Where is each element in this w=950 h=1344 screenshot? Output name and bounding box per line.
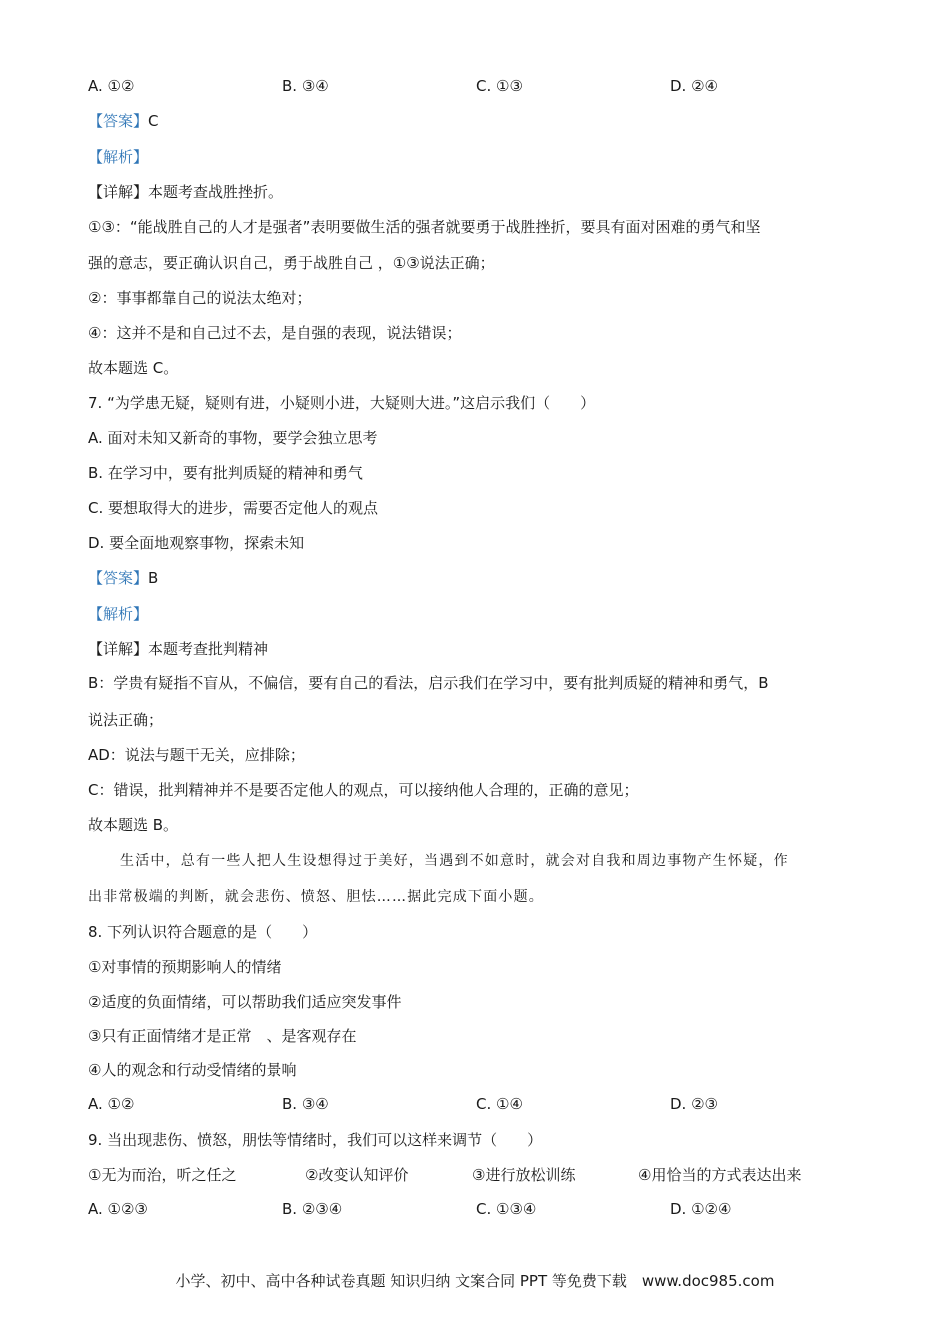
answer-tag: 【答案】 xyxy=(88,112,149,130)
q7-option-d: D. 要全面地观察事物，探索未知 xyxy=(88,534,305,552)
q8-stem: 8. 下列认识符合题意的是（ ） xyxy=(88,923,318,941)
q8-option-c: C. ①④ xyxy=(476,1095,523,1113)
q7-option-a: A. 面对未知又新奇的事物，要学会独立思考 xyxy=(88,429,378,447)
q6-explanation-line: ②：事事都靠自己的说法太绝对； xyxy=(88,289,312,307)
q7-explanation-line: AD：说法与题干无关，应排除； xyxy=(88,746,305,764)
q7-answer-row xyxy=(88,568,158,588)
q9-option-d: D. ①②④ xyxy=(670,1200,732,1218)
q8-item: ①对事情的预期影响人的情绪 xyxy=(88,958,282,976)
q6-explanation-line: 强的意志，要正确认识自己，勇于战胜自己 ，①③说法正确； xyxy=(88,254,495,272)
q9-option-c: C. ①③④ xyxy=(476,1200,537,1218)
page-footer: 小学、初中、高中各种试卷真题 知识归纳 文案合同 PPT 等免费下载 www.doc985.com xyxy=(175,1272,775,1290)
q9-item: ①无为而治，听之任之 xyxy=(88,1166,237,1184)
q8-option-b: B. ③④ xyxy=(282,1095,329,1113)
q6-answer-row xyxy=(88,111,159,131)
q7-option-b: B. 在学习中，要有批判质疑的精神和勇气 xyxy=(88,464,363,482)
q9-item: ②改变认知评价 xyxy=(305,1166,409,1184)
q6-explanation-line: ④：这并不是和自己过不去，是自强的表现，说法错误； xyxy=(88,324,462,342)
q7-explanation-line: B：学贵有疑指不盲从，不偏信，要有自己的看法，启示我们在学习中，要有批判质疑的精神和勇气，B xyxy=(88,674,769,692)
q6-analysis-tag: 【解析】 xyxy=(88,148,149,166)
q6-option-a: A. ①② xyxy=(88,77,135,95)
q6-answer: C xyxy=(148,112,159,130)
answer-tag: 【答案】 xyxy=(88,569,149,587)
passage-line: 出非常极端的判断，就会悲伤、愤怒、胆怯……据此完成下面小题。 xyxy=(88,889,544,905)
q7-explanation-line: 故本题选 B。 xyxy=(88,816,179,834)
q7-explanation-line: C：错误，批判精神并不是要否定他人的观点，可以接纳他人合理的，正确的意见； xyxy=(88,781,639,799)
q7-option-c: C. 要想取得大的进步，需要否定他人的观点 xyxy=(88,499,379,517)
q6-explanation-line: ①③：“能战胜自己的人才是强者”表明要做生活的强者就要勇于战胜挫折，要具有面对困难的勇气和坚 xyxy=(88,218,761,236)
q8-item: ④人的观念和行动受情绪的景响 xyxy=(88,1061,297,1079)
q8-option-a: A. ①② xyxy=(88,1095,135,1113)
q7-analysis-tag: 【解析】 xyxy=(88,605,149,623)
q8-item: ②适度的负面情绪，可以帮助我们适应突发事件 xyxy=(88,993,402,1011)
q9-stem: 9. 当出现悲伤、愤怒，朋怯等情绪时，我们可以这样来调节（ ） xyxy=(88,1131,543,1149)
q8-item: ③只有正面情绪才是正常 、是客观存在 xyxy=(88,1027,357,1045)
q7-stem: 7. “为学患无疑，疑则有进，小疑则小进，大疑则大进。”这启示我们（ ） xyxy=(88,394,596,412)
q7-detail: 【详解】本题考查批判精神 xyxy=(88,640,269,658)
q7-answer: B xyxy=(148,569,159,587)
q9-item: ④用恰当的方式表达出来 xyxy=(638,1166,802,1184)
q6-option-d: D. ②④ xyxy=(670,77,718,95)
q8-option-d: D. ②③ xyxy=(670,1095,718,1113)
q9-option-b: B. ②③④ xyxy=(282,1200,343,1218)
passage-line: 生活中，总有一些人把人生设想得过于美好，当遇到不如意时，就会对自我和周边事物产生怀疑，作 xyxy=(120,853,789,869)
q7-explanation-line: 说法正确； xyxy=(88,711,164,729)
q6-option-c: C. ①③ xyxy=(476,77,523,95)
q6-option-b: B. ③④ xyxy=(282,77,329,95)
q6-explanation-line: 故本题选 C。 xyxy=(88,359,179,377)
q9-option-a: A. ①②③ xyxy=(88,1200,148,1218)
q9-item: ③进行放松训练 xyxy=(472,1166,576,1184)
q6-detail: 【详解】本题考查战胜挫折。 xyxy=(88,183,284,201)
